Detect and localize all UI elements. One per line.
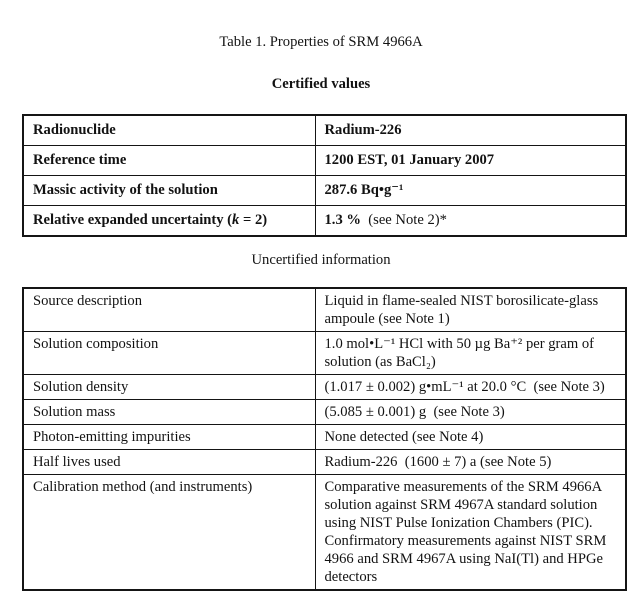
uncertified-information-table (22, 287, 627, 591)
row-label: Reference time (23, 146, 315, 176)
certified-values-heading: Certified values (271, 76, 371, 92)
row-value: Liquid in flame-sealed NIST borosilicate-glass ampoule (see Note 1) (315, 288, 626, 332)
row-label: Solution composition (23, 332, 315, 375)
row-label: Solution density (23, 375, 315, 400)
row-label: Source description (23, 288, 315, 332)
row-value: 1200 EST, 01 January 2007 (315, 146, 626, 176)
table-row (23, 146, 626, 176)
table-row (23, 206, 626, 237)
row-value: 1.0 mol•L⁻¹ HCl with 50 µg Ba⁺² per gram of solution (as BaCl₂) (315, 332, 626, 375)
table-row (23, 400, 626, 425)
label-text: Relative expanded uncertainty ( (33, 212, 233, 228)
value-bold: 1.3 % (324, 212, 361, 228)
table-row (23, 332, 626, 375)
label-italic-k: k (232, 212, 240, 228)
row-value (315, 206, 626, 237)
table-row (23, 475, 626, 591)
row-label (23, 206, 315, 237)
row-value: None detected (see Note 4) (315, 425, 626, 450)
row-value: Radium-226 (1600 ± 7) a (see Note 5) (315, 450, 626, 475)
uncertified-information-heading: Uncertified information (251, 252, 391, 268)
row-value: 287.6 Bq•g⁻¹ (315, 176, 626, 206)
value-note: (see Note 2)* (360, 212, 447, 228)
row-label: Radionuclide (23, 115, 315, 146)
table-row (23, 375, 626, 400)
table-row (23, 450, 626, 475)
label-text: = 2) (239, 212, 268, 228)
certified-values-table (22, 114, 627, 237)
row-value: Radium-226 (315, 115, 626, 146)
table-row (23, 176, 626, 206)
row-label: Photon-emitting impurities (23, 425, 315, 450)
row-value: Comparative measurements of the SRM 4966A solution against SRM 4967A standard solution using NIST Pulse Ionization Chambers (PIC). Confirmatory measurements against NIST SRM 4966 and SRM 4967A using NaI(Tl) and HPGe detectors (315, 475, 626, 591)
table-row (23, 115, 626, 146)
table-title: Table 1. Properties of SRM 4966A (219, 34, 423, 50)
row-value: (5.085 ± 0.001) g (see Note 3) (315, 400, 626, 425)
table-row (23, 425, 626, 450)
row-label: Half lives used (23, 450, 315, 475)
row-value: (1.017 ± 0.002) g•mL⁻¹ at 20.0 °C (see Note 3) (315, 375, 626, 400)
row-label: Massic activity of the solution (23, 176, 315, 206)
row-label: Calibration method (and instruments) (23, 475, 315, 591)
row-label: Solution mass (23, 400, 315, 425)
table-row (23, 288, 626, 332)
